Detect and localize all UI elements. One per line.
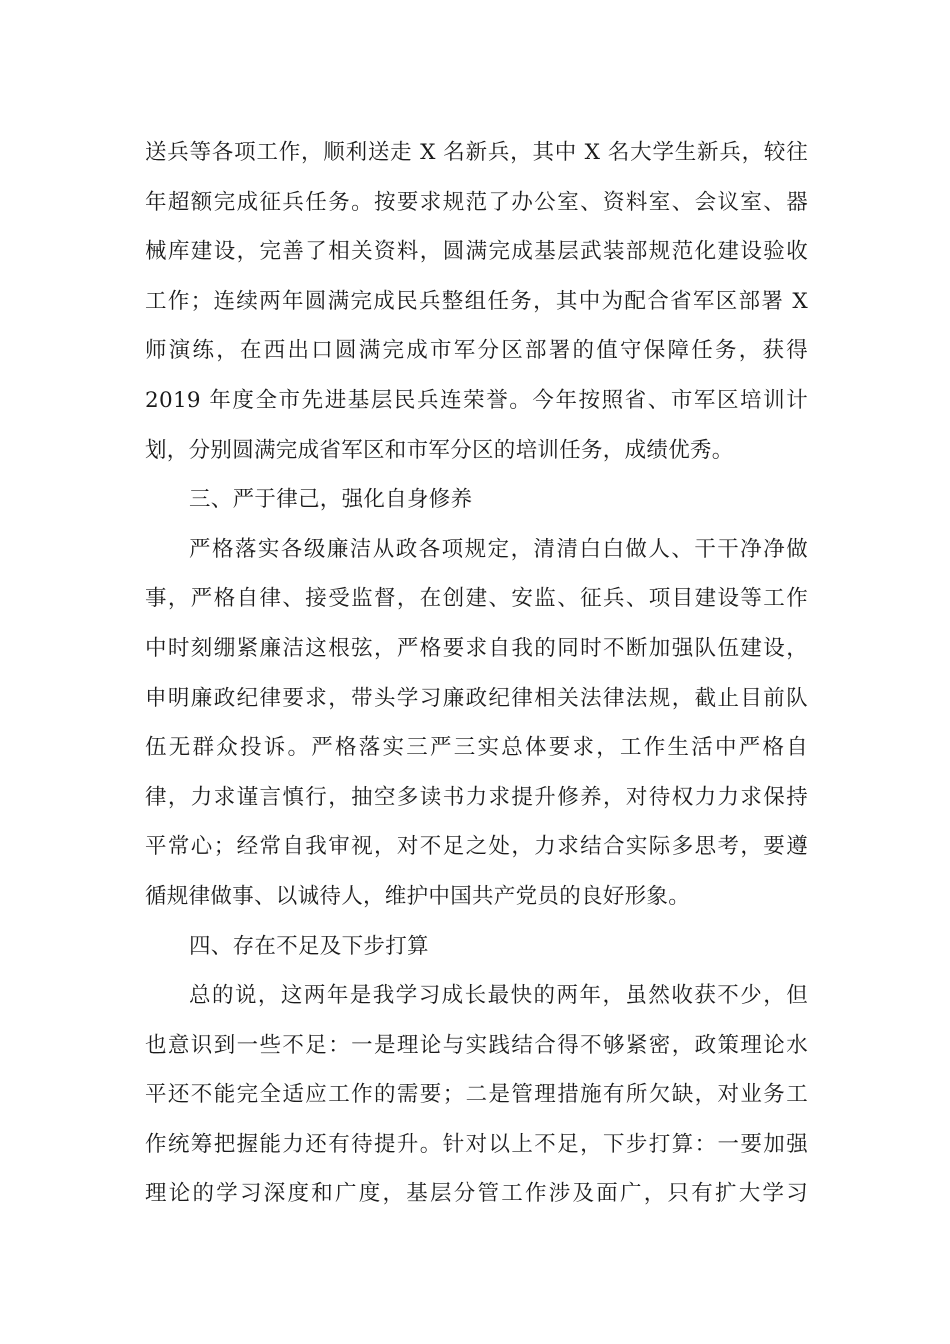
text-line: 严格落实各级廉洁从政各项规定，清清白白做人、干干净净做 bbox=[189, 536, 808, 562]
text-line: 律，力求谨言慎行，抽空多读书力求提升修养，对待权力力求保持 bbox=[145, 784, 808, 810]
text-line: 划，分别圆满完成省军区和市军分区的培训任务，成绩优秀。 bbox=[145, 437, 734, 463]
text-line: 工作；连续两年圆满完成民兵整组任务，其中为配合省军区部署 X bbox=[145, 288, 808, 314]
text-line: 平常心；经常自我审视，对不足之处，力求结合实际多思考，要遵 bbox=[145, 834, 808, 860]
text-line: 也意识到一些不足：一是理论与实践结合得不够紧密，政策理论水 bbox=[145, 1032, 808, 1058]
text-line: 四、存在不足及下步打算 bbox=[189, 933, 429, 959]
text-line: 年超额完成征兵任务。按要求规范了办公室、资料室、会议室、器 bbox=[145, 189, 808, 215]
text-line: 理论的学习深度和广度，基层分管工作涉及面广，只有扩大学习 bbox=[145, 1181, 808, 1207]
text-line: 总的说，这两年是我学习成长最快的两年，虽然收获不少，但 bbox=[189, 983, 808, 1009]
document-body bbox=[145, 128, 808, 1219]
text-line: 事，严格自律、接受监督，在创建、安监、征兵、项目建设等工作 bbox=[145, 586, 808, 612]
text-line: 送兵等各项工作，顺利送走 X 名新兵，其中 X 名大学生新兵，较往 bbox=[145, 140, 808, 165]
text-line: 2019 年度全市先进基层民兵连荣誉。今年按照省、市军区培训计 bbox=[145, 387, 808, 413]
text-line: 械库建设，完善了相关资料，圆满完成基层武装部规范化建设验收 bbox=[145, 239, 808, 265]
text-line: 申明廉政纪律要求，带头学习廉政纪律相关法律法规，截止目前队 bbox=[145, 685, 808, 711]
text-line: 中时刻绷紧廉洁这根弦，严格要求自我的同时不断加强队伍建设， bbox=[145, 635, 808, 661]
text-line: 伍无群众投诉。严格落实三严三实总体要求，工作生活中严格自 bbox=[145, 735, 808, 761]
text-line: 作统筹把握能力还有待提升。针对以上不足，下步打算：一要加强 bbox=[145, 1131, 808, 1157]
text-line: 三、严于律己，强化自身修养 bbox=[189, 487, 473, 513]
text-line: 平还不能完全适应工作的需要；二是管理措施有所欠缺，对业务工 bbox=[145, 1082, 808, 1108]
text-line: 师演练，在西出口圆满完成市军分区部署的值守保障任务，获得 bbox=[145, 338, 808, 364]
text-line: 循规律做事、以诚待人，维护中国共产党员的良好形象。 bbox=[145, 883, 691, 909]
